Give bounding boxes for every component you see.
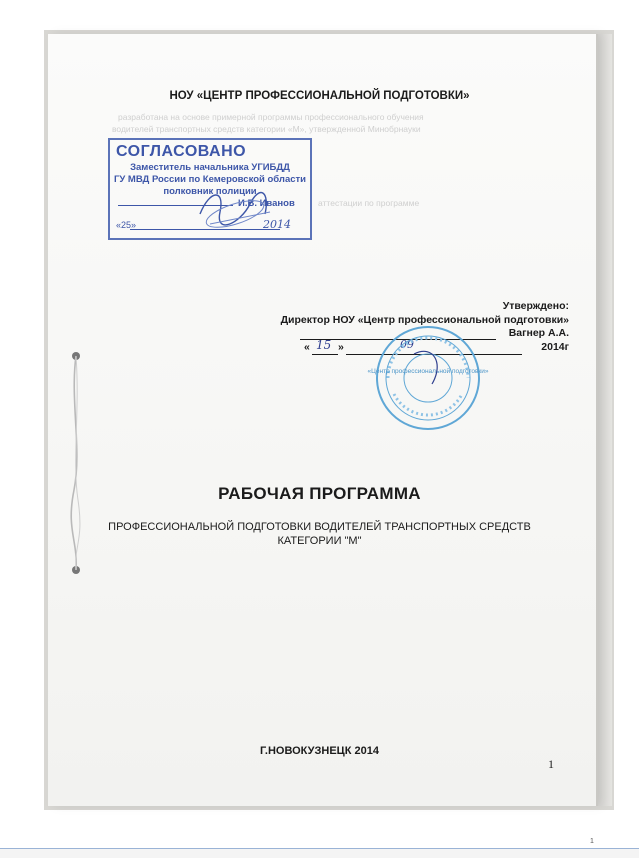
page-number: 1 xyxy=(548,757,554,771)
viewer-page-number: 1 xyxy=(590,838,594,845)
city-year: Г.НОВОКУЗНЕЦК 2014 xyxy=(260,745,379,757)
approval-date-close: » xyxy=(338,341,344,353)
agreed-stamp-heading: СОГЛАСОВАНО xyxy=(116,143,247,160)
page-edge-shadow xyxy=(594,34,612,806)
round-seal-icon xyxy=(367,324,489,432)
viewer-footer-bar xyxy=(0,848,639,858)
approval-date-month: 09 xyxy=(400,338,414,351)
organization-title: НОУ «ЦЕНТР ПРОФЕССИОНАЛЬНОЙ ПОДГОТОВКИ» xyxy=(169,90,470,102)
agreed-stamp-line: Заместитель начальника УГИБДД xyxy=(130,162,290,173)
document-subtitle-line1: ПРОФЕССИОНАЛЬНОЙ ПОДГОТОВКИ ВОДИТЕЛЕЙ ТРАНСПОРТНЫХ СРЕДСТВ xyxy=(108,521,531,533)
agreed-stamp xyxy=(108,138,312,240)
approval-label: Утверждено: xyxy=(502,300,569,312)
approval-year: 2014г xyxy=(541,341,569,353)
agreed-stamp-line: полковник полиции xyxy=(163,186,257,197)
bleed-through-text: разработана на основе примерной программы профессионального обучения xyxy=(118,112,424,122)
agreed-year: 2014 xyxy=(263,218,291,231)
bleed-through-text: водителей транспортных средств категории «М», утвержденной Минобрнауки xyxy=(112,124,421,134)
handwritten-signature-icon xyxy=(180,184,310,234)
bleed-through-text: аттестации по программе xyxy=(318,198,420,208)
agreed-date-day: «25» xyxy=(116,220,137,230)
approval-date-day: 15 xyxy=(316,338,332,352)
document-title: РАБОЧАЯ ПРОГРАММА xyxy=(218,484,421,503)
agreed-signer-name: И.В. Иванов xyxy=(238,198,295,209)
approval-name: Вагнер А.А. xyxy=(508,327,569,339)
date-day-line xyxy=(312,354,338,355)
agreed-stamp-line: ГУ МВД России по Кемеровской области xyxy=(113,174,307,185)
approval-date-open: « xyxy=(304,341,310,353)
approval-position: Директор НОУ «Центр профессиональной подготовки» xyxy=(280,314,569,326)
document-subtitle-line2: КАТЕГОРИИ "М" xyxy=(277,535,362,547)
round-seal-text: «Центр профессиональной подготовки» xyxy=(367,368,489,375)
